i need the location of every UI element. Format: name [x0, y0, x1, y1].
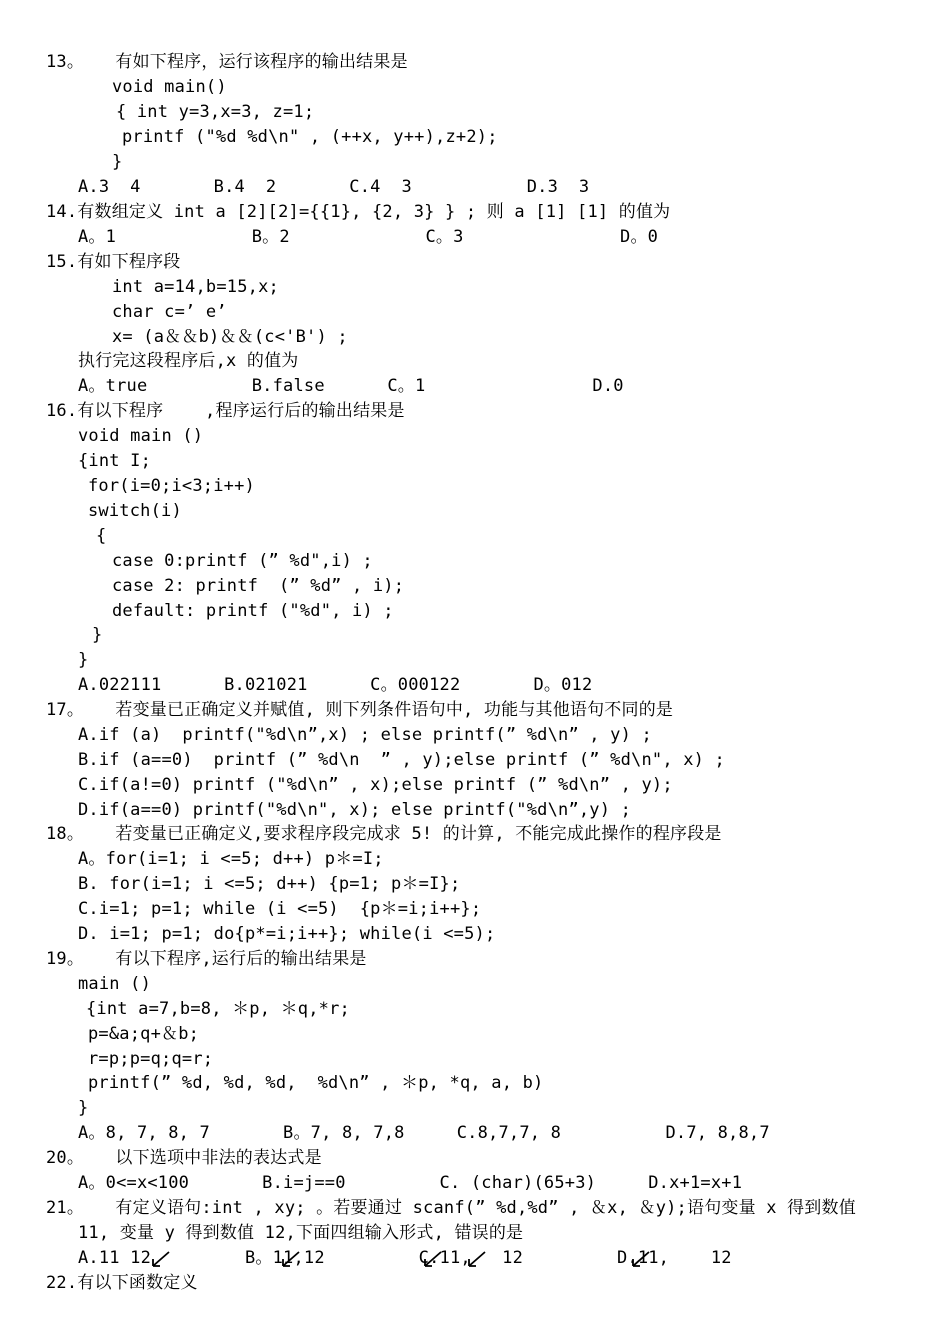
enter-key-icon	[280, 1247, 302, 1269]
enter-key-icon	[466, 1247, 488, 1269]
answer-options: A。0<=x<100 B.i=j==0 C. (char)(65+3) D.x+1=x+1	[78, 1173, 743, 1193]
enter-key-icon	[630, 1247, 652, 1269]
question-19-header: 19。 有以下程序,运行后的输出结果是	[46, 949, 367, 969]
answer-option: A.if (a) printf("%d\n”,x) ; else printf(” %d\n” , y) ;	[78, 725, 652, 745]
question-18-header: 18。 若变量已正确定义,要求程序段完成求 5! 的计算, 不能完成此操作的程序段是	[46, 824, 722, 844]
question-20-header: 20。 以下选项中非法的表达式是	[46, 1148, 322, 1168]
code-line: void main ()	[78, 426, 204, 446]
enter-key-icon	[422, 1247, 444, 1269]
code-line: {int a=7,b=8, ＊p, ＊q,*r;	[86, 999, 350, 1019]
answer-options: A.3 4 B.4 2 C.4 3 D.3 3	[78, 177, 590, 197]
question-17-header: 17。 若变量已正确定义并赋值, 则下列条件语句中, 功能与其他语句不同的是	[46, 700, 674, 720]
question-16-header: 16.有以下程序 ,程序运行后的输出结果是	[46, 401, 405, 421]
code-line: void main()	[112, 77, 227, 97]
answer-options: A.022111 B.021021 C。000122 D。012	[78, 675, 593, 695]
code-line: }	[78, 1098, 89, 1118]
question-13-header: 13。 有如下程序，运行该程序的输出结果是	[46, 52, 408, 72]
question-21-header: 21。 有定义语句:int , xy; 。若要通过 scanf(” %d,%d” , ＆x, ＆y);语句变量 x 得到数值	[46, 1198, 856, 1218]
answer-option: A。for(i=1; i <=5; d++) p＊=I;	[78, 849, 384, 869]
answer-option: D. i=1; p=1; do{p*=i;i++}; while(i <=5);	[78, 924, 496, 944]
code-line: switch(i)	[88, 501, 182, 521]
code-line: }	[78, 650, 89, 670]
code-line: int a=14,b=15,x;	[112, 277, 279, 297]
code-line: }	[112, 152, 123, 172]
answer-option: B. for(i=1; i <=5; d++) {p=1; p＊=I};	[78, 874, 461, 894]
question-15-header: 15.有如下程序段	[46, 252, 181, 272]
code-line: default: printf ("%d", i) ;	[112, 601, 394, 621]
answer-options: A.11 12 B。11,12 C.11, 12 D.11, 12	[78, 1248, 732, 1268]
code-line: for(i=0;i<3;i++)	[88, 476, 255, 496]
code-line: {int I;	[78, 451, 152, 471]
code-line: case 0:printf (” %d",i) ;	[112, 551, 373, 571]
answer-options: A。1 B。2 C。3 D。0	[78, 227, 659, 247]
code-line: printf ("%d %d\n" , (++x, y++),z+2);	[122, 127, 498, 147]
answer-option: C.i=1; p=1; while (i <=5) {p＊=i;i++};	[78, 899, 482, 919]
code-line: case 2: printf (” %d” , i);	[112, 576, 405, 596]
code-line: printf(” %d, %d, %d, %d\n” , ＊p, *q, a, b)	[88, 1073, 544, 1093]
code-line: x= (a＆＆b)＆＆(c<'B') ;	[112, 327, 348, 347]
code-line: p=&a;q+＆b;	[88, 1024, 200, 1044]
question-22-header: 22.有以下函数定义	[46, 1273, 198, 1293]
question-14-header: 14.有数组定义 int a [2][2]={{1}, {2, 3} } ; 则 a [1] [1] 的值为	[46, 202, 671, 222]
answer-options: A。8, 7, 8, 7 B。7, 8, 7,8 C.8,7,7, 8 D.7, 8,8,7	[78, 1123, 770, 1143]
question-text: 11, 变量 y 得到数值 12,下面四组输入形式, 错误的是	[78, 1223, 524, 1243]
answer-option: C.if(a!=0) printf ("%d\n” , x);else printf (” %d\n” , y);	[78, 775, 673, 795]
code-line: { int y=3,x=3, z=1;	[116, 102, 315, 122]
answer-option: D.if(a==0) printf("%d\n", x); else printf("%d\n”,y) ;	[78, 800, 632, 820]
code-line: }	[92, 625, 103, 645]
code-line: main ()	[78, 974, 152, 994]
code-line: {	[96, 526, 107, 546]
code-line: char c=’ e’	[112, 302, 227, 322]
answer-options: A。true B.false C。1 D.0	[78, 376, 624, 396]
answer-option: B.if (a==0) printf (” %d\n ” , y);else printf (” %d\n", x) ;	[78, 750, 725, 770]
code-line: r=p;p=q;q=r;	[88, 1049, 214, 1069]
question-text: 执行完这段程序后,x 的值为	[78, 351, 299, 371]
enter-key-icon	[150, 1247, 172, 1269]
